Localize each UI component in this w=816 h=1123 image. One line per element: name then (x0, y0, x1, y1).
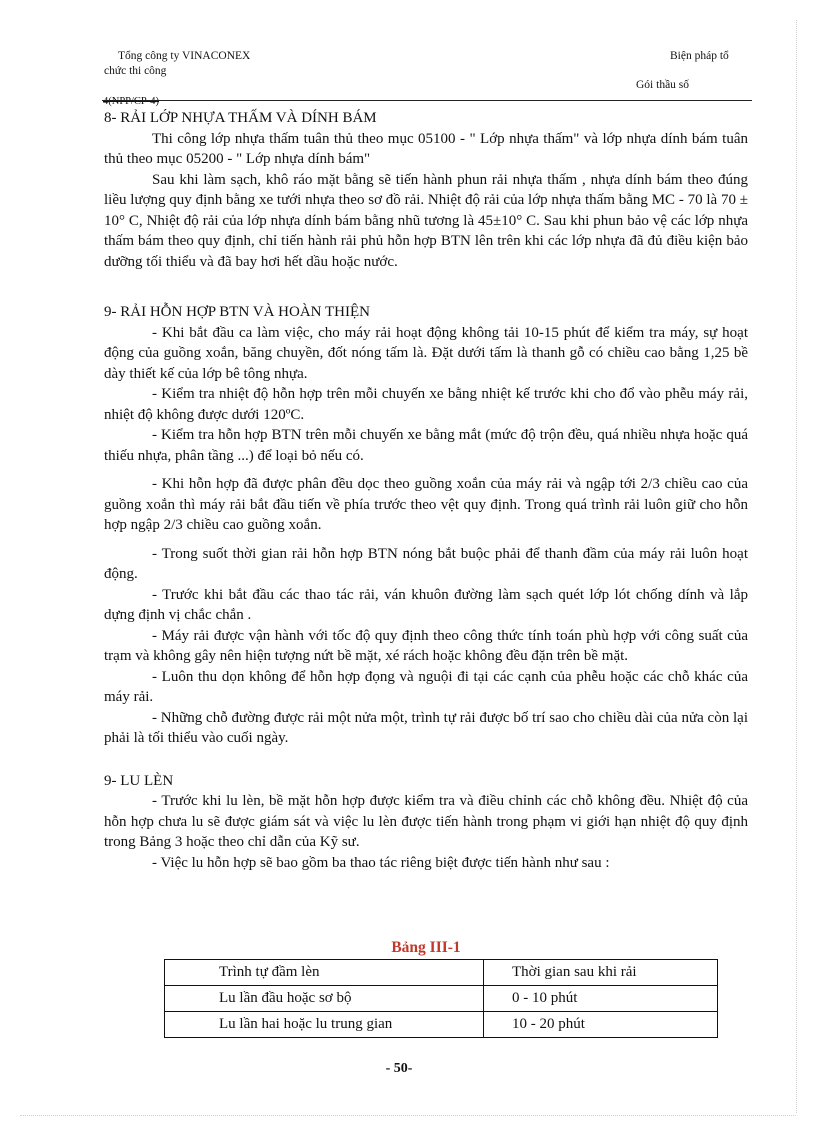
page-number: - 50- (385, 1061, 413, 1076)
section-lu-len (104, 771, 748, 874)
paragraph: - Trước khi lu lèn, bề mặt hỗn hợp được kiểm tra và điều chỉnh các chỗ không đều. Nhiệt độ của hỗn hợp chưa lu sẽ được giám sát và việc lu lèn được tiến hành trong phạm vi giới hạn nhiệt độ quy định trong Bảng 3 hoặc theo chỉ dẫn của Kỹ sư. (104, 793, 748, 850)
paragraph: - Khi bắt đầu ca làm việc, cho máy rải hoạt động không tải 10-15 phút để kiểm tra máy, sự hoạt động của guồng xoắn, băng chuyền, đốt nóng tấm là. Đặt dưới tấm là thanh gỗ có chiều cao bằng 1,25 bề dày thiết kế của lớp bê tông nhựa. (104, 324, 748, 382)
section-9-heading: 9- RẢI HỖN HỢP BTN VÀ HOÀN THIỆN (104, 304, 370, 320)
header-rule (102, 100, 752, 101)
compaction-table (164, 959, 718, 1038)
table-title: Bảng III-1 (391, 939, 461, 956)
paragraph: - Việc lu hỗn hợp sẽ bao gồm ba thao tác riêng biệt được tiến hành như sau : (152, 854, 610, 871)
paragraph: - Kiểm tra nhiệt độ hỗn hợp trên mỗi chuyến xe bằng nhiệt kế trước khi cho đổ vào phễu máy rải, nhiệt độ không được dưới 120ºC. (104, 386, 748, 423)
table-row (165, 986, 718, 1012)
header-doc-title: Biện pháp tổ (670, 50, 729, 62)
header-doc-line2: chức thi công (104, 65, 167, 77)
page-edge-bottom (20, 1115, 796, 1116)
table-header-cell: Trình tự đầm lèn (165, 960, 484, 986)
section-9 (104, 302, 748, 749)
page-edge-right (796, 20, 797, 1113)
table-header-cell: Thời gian sau khi rải (484, 960, 718, 986)
header-package: Gói thầu số (636, 79, 690, 91)
table-cell: 0 - 10 phút (484, 986, 718, 1012)
table-cell: Lu lần đầu hoặc sơ bộ (165, 986, 484, 1012)
paragraph: Thi công lớp nhựa thấm tuân thủ theo mục 05100 - " Lớp nhựa thấm" và lớp nhựa dính bám tuân thủ theo mục 05200 - " Lớp nhựa dính bám" (104, 130, 748, 167)
table-cell: 10 - 20 phút (484, 1012, 718, 1038)
table-cell: Lu lần hai hoặc lu trung gian (165, 1012, 484, 1038)
header-company: Tổng công ty VINACONEX (118, 50, 251, 62)
paragraph: - Trong suốt thời gian rải hỗn hợp BTN nóng bắt buộc phải để thanh đầm của máy rải luôn hoạt động. (104, 545, 748, 582)
document-body (104, 108, 748, 873)
table-header-row (165, 960, 718, 986)
table-row (165, 1012, 718, 1038)
section-8 (104, 108, 748, 272)
paragraph: - Khi hỗn hợp đã được phân đều dọc theo guồng xoắn của máy rải và ngập tới 2/3 chiều cao của guồng xoắn thì máy rải bắt đầu tiến về phía trước theo vệt quy định. Trong quá trình rải luôn giữ cho hỗn hợp ngập 2/3 chiều cao guồng xoắn. (104, 476, 748, 533)
paragraph: - Kiểm tra hỗn hợp BTN trên mỗi chuyến xe bằng mắt (mức độ trộn đều, quá nhiều nhựa hoặc quá thiếu nhựa, phân tầng ...) để loại bỏ nếu có. (104, 427, 748, 464)
header-code: 4(NPP/CP-4) (103, 96, 160, 107)
section-8-heading: 8- RẢI LỚP NHỰA THẤM VÀ DÍNH BÁM (104, 110, 377, 126)
paragraph: Sau khi làm sạch, khô ráo mặt bằng sẽ tiến hành phun rải nhựa thấm , nhựa dính bám theo đúng liều lượng quy định bằng xe tưới nhựa theo sơ đồ rải. Nhiệt độ rải của lớp nhựa thấm bằng MC - 70 là 70 ± 10° C, Nhiệt độ rải của lớp nhựa dính bám bằng nhũ tương là 45±10° C. Sau khi phun bảo vệ các lớp nhựa thấm bám theo quy định, chỉ tiến hành rải phủ hỗn hợp BTN lên trên khi các lớp nhựa đã đủ điều kiện bảo dưỡng tối thiểu và đã bay hơi hết dầu hoặc nước. (104, 171, 748, 270)
section-lu-len-heading: 9- LU LÈN (104, 772, 174, 789)
paragraph: - Những chỗ đường được rải một nửa một, trình tự rải được bố trí sao cho chiều dài của nửa còn lại phải là tối thiểu vào cuối ngày. (104, 709, 748, 746)
paragraph: - Trước khi bắt đầu các thao tác rải, ván khuôn đường làm sạch quét lớp lót chống dính và lắp dựng định vị chắc chắn . (104, 586, 748, 623)
paragraph: - Máy rải được vận hành với tốc độ quy định theo công thức tính toán phù hợp với công suất của trạm và không gây nên hiện tượng nứt bề mặt, xé rách hoặc không đều đặn trên bề mặt. (104, 627, 748, 664)
paragraph: - Luôn thu dọn không để hỗn hợp đọng và nguội đi tại các cạnh của phễu hoặc các chỗ khác của máy rải. (104, 668, 748, 705)
